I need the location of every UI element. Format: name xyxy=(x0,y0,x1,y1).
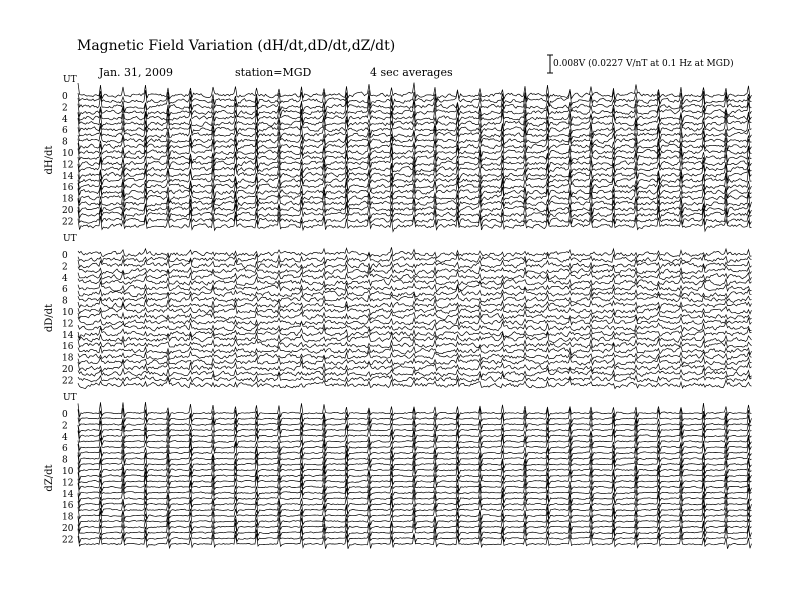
hour-tick-label: 12 xyxy=(62,160,74,171)
scale-label: 0.008V (0.0227 V/nT at 0.1 Hz at MGD) xyxy=(553,59,734,69)
ut-label: UT xyxy=(63,234,77,244)
panel-ylabel: dD/dt xyxy=(44,303,55,333)
hour-tick-label: 8 xyxy=(62,455,68,466)
hour-trace xyxy=(78,357,752,366)
hour-tick-label: 20 xyxy=(62,206,74,216)
hour-tick-label: 4 xyxy=(62,114,68,125)
hour-tick-label: 22 xyxy=(62,376,74,387)
hour-trace xyxy=(78,316,752,326)
hour-tick-label: 18 xyxy=(62,194,74,205)
hour-trace xyxy=(78,253,752,263)
hour-tick-label: 22 xyxy=(62,217,74,228)
averaging-label: 4 sec averages xyxy=(370,66,453,79)
hour-trace xyxy=(78,83,752,102)
panel-ylabel: dH/dt xyxy=(44,145,55,175)
hour-tick-label: 0 xyxy=(62,251,68,261)
hour-trace xyxy=(78,311,752,321)
hour-trace xyxy=(78,344,752,355)
hour-tick-label: 12 xyxy=(62,478,74,489)
hour-trace xyxy=(78,304,752,315)
panel-dZ-dt xyxy=(44,393,752,549)
hour-tick-label: 6 xyxy=(62,285,68,296)
hour-tick-label: 16 xyxy=(62,501,74,512)
hour-tick-label: 0 xyxy=(62,92,68,102)
hour-tick-label: 20 xyxy=(62,524,74,534)
hour-tick-label: 20 xyxy=(62,365,74,375)
hour-tick-label: 16 xyxy=(62,183,74,194)
hour-tick-label: 14 xyxy=(62,171,74,182)
hour-trace xyxy=(78,328,752,339)
hour-tick-label: 2 xyxy=(62,103,68,114)
panel-dH-dt xyxy=(44,75,752,232)
hour-tick-label: 4 xyxy=(62,273,68,284)
hour-tick-label: 6 xyxy=(62,126,68,137)
panel-ylabel: dZ/dt xyxy=(44,464,55,492)
hour-tick-label: 12 xyxy=(62,319,74,330)
hour-tick-label: 8 xyxy=(62,137,68,148)
hour-trace xyxy=(78,339,752,348)
hour-tick-label: 22 xyxy=(62,535,74,546)
hour-tick-label: 8 xyxy=(62,296,68,307)
hour-tick-label: 10 xyxy=(62,308,74,318)
hour-trace xyxy=(78,321,752,331)
station-label: station=MGD xyxy=(235,66,312,79)
hour-trace xyxy=(78,128,752,145)
chart-title: Magnetic Field Variation (dH/dt,dD/dt,dZ/dt) xyxy=(77,38,396,54)
ut-label: UT xyxy=(63,75,77,85)
hour-tick-label: 18 xyxy=(62,512,74,523)
hour-tick-label: 6 xyxy=(62,444,68,455)
hour-tick-label: 2 xyxy=(62,262,68,273)
hour-tick-label: 4 xyxy=(62,432,68,443)
panel-dD-dt xyxy=(44,234,752,389)
hour-trace xyxy=(78,299,752,309)
date-label: Jan. 31, 2009 xyxy=(99,66,174,79)
hour-tick-label: 0 xyxy=(62,410,68,420)
hour-tick-label: 16 xyxy=(62,342,74,353)
hour-tick-label: 18 xyxy=(62,353,74,364)
hour-tick-label: 10 xyxy=(62,467,74,477)
hour-tick-label: 10 xyxy=(62,149,74,159)
hour-tick-label: 2 xyxy=(62,421,68,432)
hour-trace xyxy=(78,351,752,360)
hour-tick-label: 14 xyxy=(62,330,74,341)
ut-label: UT xyxy=(63,393,77,403)
hour-tick-label: 14 xyxy=(62,489,74,500)
